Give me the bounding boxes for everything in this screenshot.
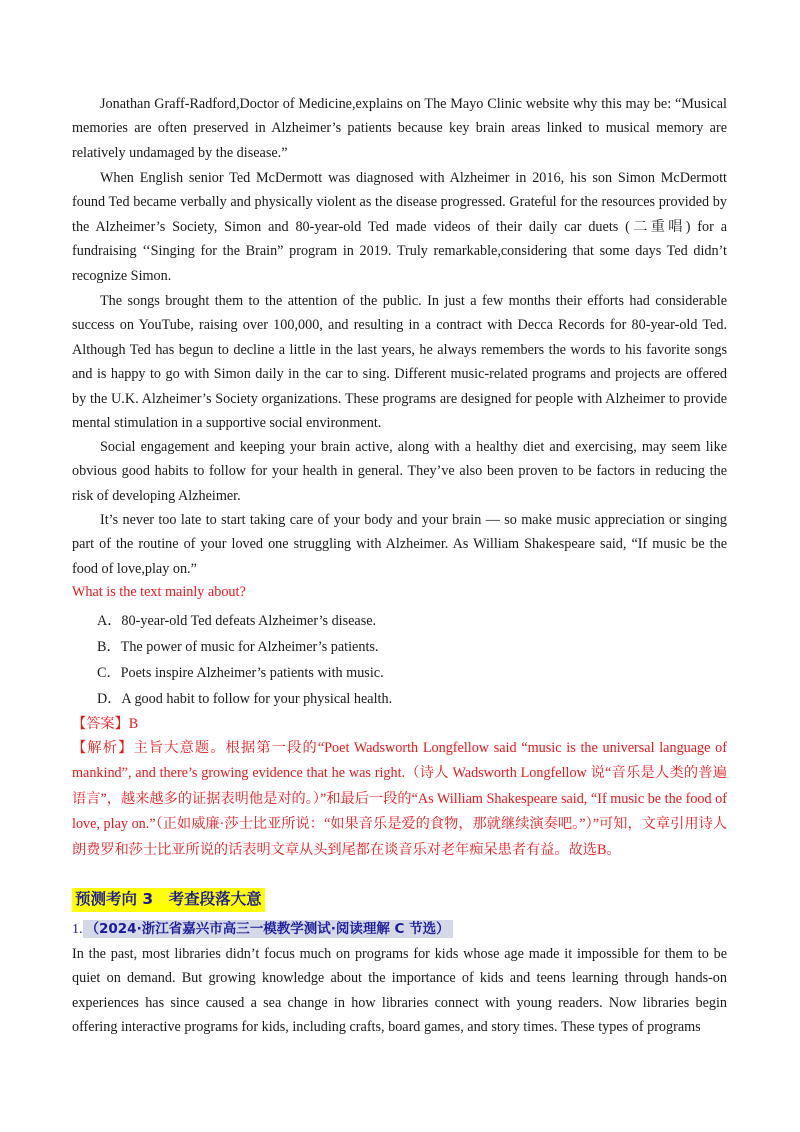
source-tag: （2024·浙江省嘉兴市高三一模教学测试·阅读理解 C 节选） [83, 920, 453, 938]
passage-paragraph-5: It’s never too late to start taking care of your body and your brain — so make music appreciation or singing part of the routine of your loved one struggling with Alzheimer. As William Shakespeare said, “If music be the food of love,play on.” [72, 512, 727, 577]
answer-line: 【答案】B [72, 716, 139, 732]
question-text: What is the text mainly about? [72, 584, 246, 600]
section-title: 预测考向 3 考查段落大意 [72, 888, 265, 912]
new-passage-text: In the past, most libraries didn’t focus much on programs for kids whose age made it impossible for them to be quiet on demand. But growing knowledge about the importance of kids and teens learning through hands-on experiences has since caused a sea change in how libraries connect with young readers. Now libraries begin offering interactive programs for kids, including crafts, board games, and story times. These types of programs [72, 946, 727, 1036]
option-d: D．A good habit to follow for your physical health. [97, 691, 393, 707]
analysis-text: 【解析】主旨大意题。根据第一段的“Poet Wadsworth Longfellow said “music is the universal language of mankind”, and there’s growing evidence that he was right.（诗人 Wadsworth Longfellow 说“音乐是人类的普遍语言”，越来越多的证据表明他是对的。）”和最后一段的“As William Shakespeare said, “If music be the food of love, play on.”（正如威廉·莎士比亚所说：“如果音乐是爱的食物，那就继续演奏吧。”）”可知，文章引用诗人朗费罗和莎士比亚所说的话表明文章从头到尾都在谈音乐对老年痴呆患者有益。故选B。 [72, 740, 727, 858]
passage-paragraph-2: When English senior Ted McDermott was diagnosed with Alzheimer in 2016, his son Simon McDermott found Ted became verbally and physically violent as the disease progressed. Grateful for the resources provided by the Alzheimer’s Society, Simon and 80-year-old Ted made videos of their daily car duets (二重唱) for a fundraising ‘‘Singing for the Brain” program in 2019. Truly remarkable,considering that some days Ted didn’t recognize Simon. [72, 170, 727, 284]
option-c: C．Poets inspire Alzheimer’s patients with music. [97, 665, 384, 681]
passage-paragraph-4: Social engagement and keeping your brain active, along with a healthy diet and exercising, may seem like obvious good habits to follow for your health in general. They’ve also been proven to be factors in reducing the risk of developing Alzheimer. [72, 439, 727, 504]
passage-paragraph-3: The songs brought them to the attention of the public. In just a few months their efforts had considerable success on YouTube, raising over 100,000, and resulting in a contract with Decca Records for 80-year-old Ted. Although Ted has begun to decline a little in the last years, he always remembers the words to his favorite songs and is happy to go with Simon daily in the car to sing. Different music-related programs and projects are offered by the U.K. Alzheimer’s Society organizations. These programs are designed for people with Alzheimer to provide mental stimulation in a supportive social environment. [72, 293, 727, 432]
passage-paragraph-1: Jonathan Graff-Radford,Doctor of Medicine,explains on The Mayo Clinic website why this may be: “Musical memories are often preserved in Alzheimer’s patients because key brain areas linked to musical memory are relatively undamaged by the disease.” [72, 96, 727, 161]
option-b: B．The power of music for Alzheimer’s patients. [97, 639, 379, 655]
option-a: A．80-year-old Ted defeats Alzheimer’s disease. [97, 613, 377, 629]
source-row [72, 918, 453, 941]
item-number: 1. [72, 922, 83, 937]
